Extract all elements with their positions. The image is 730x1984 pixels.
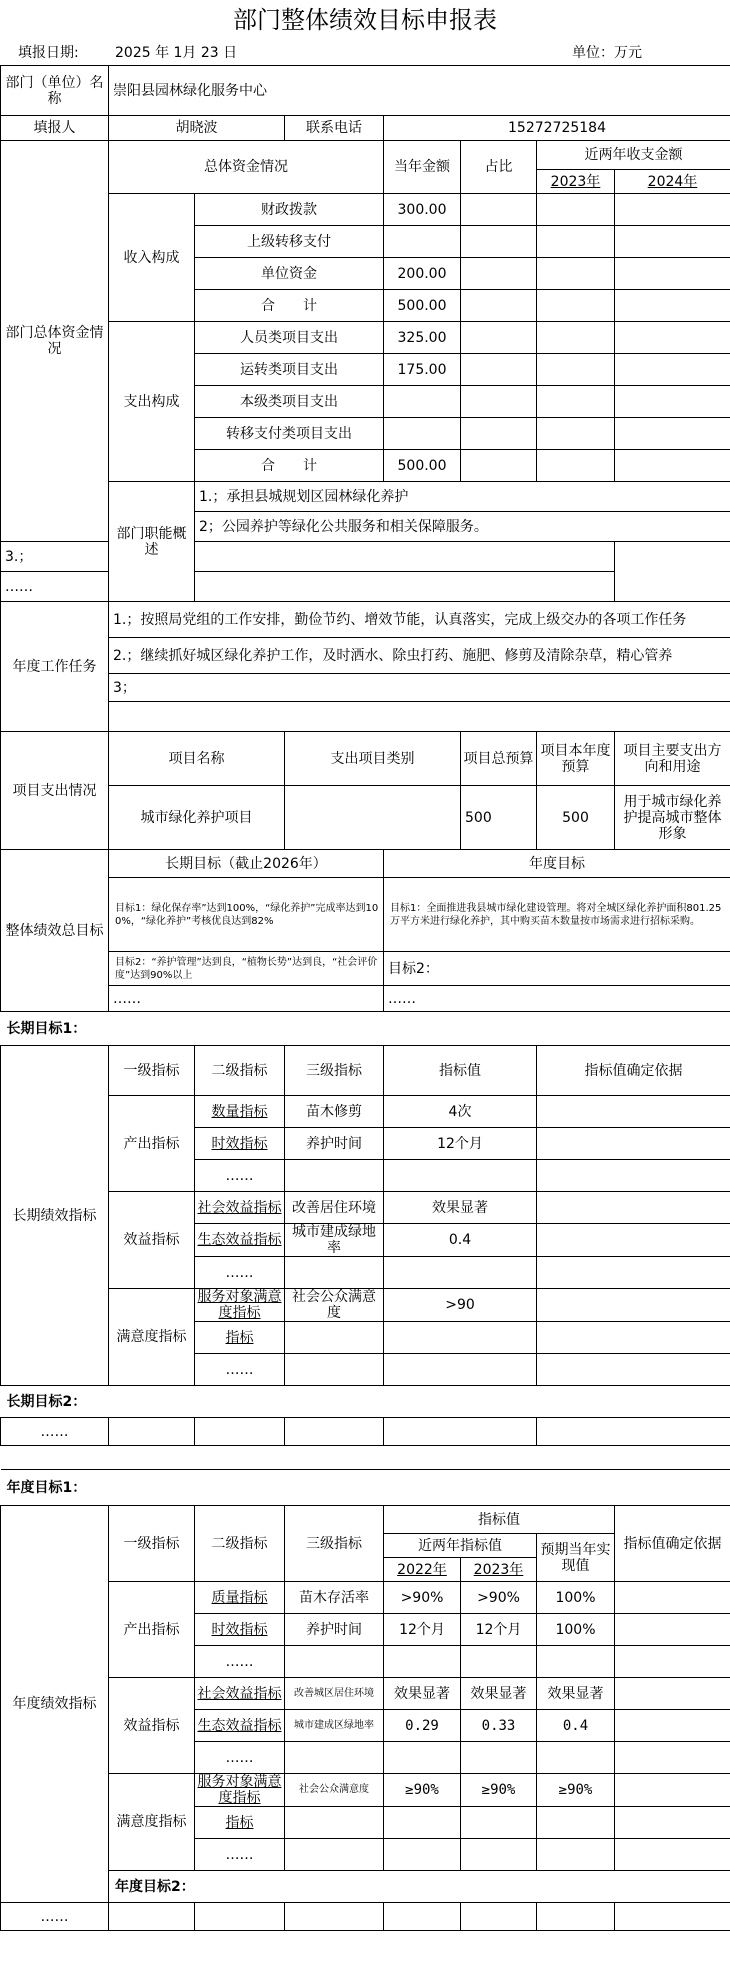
lp-more-row	[1, 1418, 730, 1446]
blank-cell	[537, 1418, 730, 1446]
annual-goal-1-label: 年度目标1：	[1, 1470, 730, 1506]
ap-value-expect: 100%	[537, 1582, 615, 1614]
lp-value: 4次	[384, 1096, 537, 1128]
duty-item: 1.；承担县城规划区园林绿化养护	[195, 482, 730, 512]
lp-level2: 数量指标	[195, 1096, 285, 1128]
expense-item: 合 计	[195, 450, 384, 482]
ap-value-y1	[384, 1839, 461, 1871]
lp-level3	[285, 1257, 384, 1289]
blank-cell	[615, 226, 730, 258]
lp-head-row	[1, 1046, 730, 1096]
blank-cell	[615, 450, 730, 482]
output-label: 产出指标	[109, 1096, 195, 1192]
lp-head4: 指标值	[384, 1046, 537, 1096]
income-item: 单位资金	[195, 258, 384, 290]
section-row	[1, 1871, 730, 1903]
blank-cell	[615, 194, 730, 226]
funds-label: 部门总体资金情况	[1, 141, 109, 542]
lp-head5: 指标值确定依据	[537, 1046, 730, 1096]
expense-amount: 500.00	[384, 450, 461, 482]
expense-amount: 175.00	[384, 354, 461, 386]
blank-cell	[615, 258, 730, 290]
proj-category	[285, 786, 461, 850]
duty-item: 2；公园养护等绿化公共服务和相关保障服务。	[195, 512, 730, 542]
ap-row	[1, 1582, 730, 1614]
blank-cell	[615, 354, 730, 386]
phone-value: 15272725184	[384, 116, 730, 141]
income-amount: 200.00	[384, 258, 461, 290]
ap-value-y1: ≥90%	[384, 1774, 461, 1807]
tasks-label: 年度工作任务	[1, 602, 109, 732]
duty-row	[1, 572, 730, 602]
blank-cell	[461, 194, 537, 226]
blank-cell	[537, 226, 615, 258]
lp-level3: 城市建成绿地率	[285, 1224, 384, 1257]
duty-item: 3.；	[1, 542, 615, 572]
ap-value-y2: ≥90%	[461, 1774, 537, 1807]
blank-cell	[461, 354, 537, 386]
funds-head-recent: 近两年收支金额	[537, 141, 730, 170]
proj-head-purpose: 项目主要支出方向和用途	[615, 732, 730, 786]
satisfaction-label: 满意度指标	[109, 1774, 195, 1871]
lp-level3	[285, 1160, 384, 1192]
funds-head-amount: 当年金额	[384, 141, 461, 194]
lp-level3: 改善居住环境	[285, 1192, 384, 1224]
ap-value-y2: 0.33	[461, 1710, 537, 1742]
lp-level2: 生态效益指标	[195, 1224, 285, 1257]
lp-basis	[537, 1160, 730, 1192]
goals-label: 整体绩效总目标	[1, 850, 109, 1012]
filler-name: 胡晓波	[109, 116, 285, 141]
ap-basis	[615, 1807, 730, 1839]
phone-label: 联系电话	[285, 116, 384, 141]
ap-head-row	[1, 1506, 730, 1534]
income-amount: 500.00	[384, 290, 461, 322]
ap-value-y2	[461, 1807, 537, 1839]
ap-head-recent: 近两年指标值	[384, 1534, 537, 1558]
ap-value-y1	[384, 1742, 461, 1774]
ap-basis	[615, 1774, 730, 1807]
annual-goal-more: ……	[1, 1903, 109, 1931]
expense-amount	[384, 418, 461, 450]
lp-basis	[537, 1354, 730, 1386]
report-table	[0, 65, 730, 1931]
ap-level3	[285, 1742, 384, 1774]
blank-cell	[461, 322, 537, 354]
section-row	[1, 1012, 730, 1046]
ap-head3: 三级指标	[285, 1506, 384, 1582]
lp-level3: 养护时间	[285, 1128, 384, 1160]
satisfaction-label: 满意度指标	[109, 1289, 195, 1386]
goal-long-more: ……	[109, 986, 384, 1012]
ap-value-expect	[537, 1646, 615, 1678]
proj-head-category: 支出项目类别	[285, 732, 461, 786]
blank-cell	[109, 1418, 195, 1446]
blank-cell	[195, 1903, 285, 1931]
goal-long-1: 目标1：绿化保存率”达到100%，“绿化养护”完成率达到100%，“绿化养护”考核优良达到82%	[109, 878, 384, 952]
date-label: 填报日期:	[18, 45, 79, 61]
lp-level2: 服务对象满意度指标	[195, 1289, 285, 1322]
blank-cell	[461, 418, 537, 450]
expense-item: 转移支付类项目支出	[195, 418, 384, 450]
blank-cell	[461, 226, 537, 258]
benefit-label: 效益指标	[109, 1192, 195, 1289]
duty-row	[1, 542, 730, 572]
goal-annual-more: ……	[384, 986, 730, 1012]
ap-more-row	[1, 1903, 730, 1931]
proj-year: 500	[537, 786, 615, 850]
ap-value-y1: 效果显著	[384, 1678, 461, 1710]
funds-year2: 2024年	[615, 170, 730, 194]
lp-value: 效果显著	[384, 1192, 537, 1224]
ap-level2: 社会效益指标	[195, 1678, 285, 1710]
ap-basis	[615, 1710, 730, 1742]
ap-value-expect: 效果显著	[537, 1678, 615, 1710]
income-amount: 300.00	[384, 194, 461, 226]
ap-value-expect	[537, 1742, 615, 1774]
ap-level3	[285, 1807, 384, 1839]
goal-annual-1: 目标1：全面推进我县城市绿化建设管理。将对全城区绿化养护面积801.25万平方米进行绿化养护，其中购买苗木数量按市场需求进行招标采购。	[384, 878, 730, 952]
section-row	[1, 1470, 730, 1506]
ap-year2: 2023年	[461, 1558, 537, 1582]
form-title: 部门整体绩效目标申报表	[233, 6, 497, 34]
lp-basis	[537, 1128, 730, 1160]
task-row	[1, 638, 730, 674]
project-row	[1, 786, 730, 850]
blank-cell	[461, 386, 537, 418]
blank-cell	[537, 290, 615, 322]
expense-item: 人员类项目支出	[195, 322, 384, 354]
ap-level3: 城市建成区绿地率	[285, 1710, 384, 1742]
ap-value-y2: >90%	[461, 1582, 537, 1614]
spacer-row	[1, 1446, 730, 1470]
unit-label: 单位：万元	[572, 45, 642, 61]
lp-level3	[285, 1354, 384, 1386]
blank-cell	[615, 386, 730, 418]
funds-head-overall: 总体资金情况	[109, 141, 384, 194]
long-perf-label: 长期绩效指标	[1, 1046, 109, 1386]
ap-value-expect: 100%	[537, 1614, 615, 1646]
ap-level3	[285, 1646, 384, 1678]
goals-head-row	[1, 850, 730, 878]
dept-label: 部门（单位）名称	[1, 66, 109, 116]
task-item: 2.；继续抓好城区绿化养护工作，及时洒水、除虫打药、施肥、修剪及清除杂草，精心管养	[109, 638, 730, 674]
ap-value-expect: 0.4	[537, 1710, 615, 1742]
ap-value-expect	[537, 1807, 615, 1839]
income-item: 上级转移支付	[195, 226, 384, 258]
goals-row	[1, 878, 730, 952]
lp-value	[384, 1322, 537, 1354]
ap-row	[1, 1678, 730, 1710]
ap-value-y1	[384, 1807, 461, 1839]
blank-cell	[384, 1903, 461, 1931]
section-row	[1, 1386, 730, 1418]
goal-long-2: 目标2：“养护管理”达到良，“植物长势”达到良，“社会评价度”达到90%以上	[109, 952, 384, 986]
lp-row	[1, 1096, 730, 1128]
income-item: 财政拨款	[195, 194, 384, 226]
proj-head-total: 项目总预算	[461, 732, 537, 786]
proj-head-name: 项目名称	[109, 732, 285, 786]
long-goal-more: ……	[1, 1418, 109, 1446]
lp-level3: 社会公众满意度	[285, 1289, 384, 1322]
ap-head-value: 指标值	[384, 1506, 615, 1534]
lp-value	[384, 1354, 537, 1386]
blank-cell	[285, 1903, 384, 1931]
lp-head2: 二级指标	[195, 1046, 285, 1096]
ap-head1: 一级指标	[109, 1506, 195, 1582]
lp-value	[384, 1257, 537, 1289]
blank-cell	[537, 418, 615, 450]
blank-cell	[285, 1418, 384, 1446]
goals-row	[1, 986, 730, 1012]
blank-cell	[615, 418, 730, 450]
lp-basis	[537, 1096, 730, 1128]
expense-item: 运转类项目支出	[195, 354, 384, 386]
ap-row	[1, 1774, 730, 1807]
expense-amount: 325.00	[384, 322, 461, 354]
funds-head-ratio: 占比	[461, 141, 537, 194]
goals-annual-head: 年度目标	[384, 850, 730, 878]
blank-cell	[615, 290, 730, 322]
goals-row	[1, 952, 730, 986]
lp-level2: 指标	[195, 1322, 285, 1354]
proj-name: 城市绿化养护项目	[109, 786, 285, 850]
proj-purpose: 用于城市绿化养护提高城市整体形象	[615, 786, 730, 850]
proj-head-year: 项目本年度预算	[537, 732, 615, 786]
proj-total: 500	[461, 786, 537, 850]
duty-row	[1, 482, 730, 512]
expense-label: 支出构成	[109, 322, 195, 482]
ap-value-y2	[461, 1646, 537, 1678]
ap-head-expect: 预期当年实现值	[537, 1534, 615, 1582]
ap-value-y1: 12个月	[384, 1614, 461, 1646]
goal-annual-2: 目标2：	[384, 952, 730, 986]
income-item: 合 计	[195, 290, 384, 322]
lp-basis	[537, 1192, 730, 1224]
ap-head-basis: 指标值确定依据	[615, 1506, 730, 1582]
lp-value: >90	[384, 1289, 537, 1322]
lp-basis	[537, 1257, 730, 1289]
lp-head1: 一级指标	[109, 1046, 195, 1096]
task-row	[1, 702, 730, 732]
ap-level3: 社会公众满意度	[285, 1774, 384, 1807]
ap-value-y1: 0.29	[384, 1710, 461, 1742]
lp-value: 0.4	[384, 1224, 537, 1257]
annual-goal-2-label: 年度目标2：	[109, 1871, 730, 1903]
filler-label: 填报人	[1, 116, 109, 141]
ap-value-y2: 效果显著	[461, 1678, 537, 1710]
lp-value	[384, 1160, 537, 1192]
ap-level2: 指标	[195, 1807, 285, 1839]
funds-head-row	[1, 141, 730, 170]
duties-label: 部门职能概述	[109, 482, 195, 602]
task-row	[1, 602, 730, 638]
lp-basis	[537, 1322, 730, 1354]
blank-cell	[461, 258, 537, 290]
expense-row	[1, 322, 730, 354]
dept-value: 崇阳县园林绿化服务中心	[109, 66, 730, 116]
blank-cell	[461, 450, 537, 482]
ap-level2: ……	[195, 1742, 285, 1774]
lp-level2: ……	[195, 1160, 285, 1192]
ap-level3: 养护时间	[285, 1614, 384, 1646]
expense-item: 本级类项目支出	[195, 386, 384, 418]
blank-cell	[537, 322, 615, 354]
spacer	[1, 1446, 730, 1470]
ap-value-y1	[384, 1646, 461, 1678]
ap-level2: 服务对象满意度指标	[195, 1774, 285, 1807]
blank-cell	[537, 386, 615, 418]
ap-basis	[615, 1614, 730, 1646]
ap-value-y2: 12个月	[461, 1614, 537, 1646]
lp-level3	[285, 1322, 384, 1354]
ap-basis	[615, 1646, 730, 1678]
lp-level2: ……	[195, 1354, 285, 1386]
ap-level2: 生态效益指标	[195, 1710, 285, 1742]
ap-basis	[615, 1742, 730, 1774]
long-goal-1-label: 长期目标1：	[1, 1012, 730, 1046]
ap-value-expect	[537, 1839, 615, 1871]
blank-cell	[615, 1903, 730, 1931]
blank-cell	[461, 1903, 537, 1931]
task-row	[1, 674, 730, 702]
lp-row	[1, 1192, 730, 1224]
task-item	[109, 702, 730, 732]
blank-cell	[537, 354, 615, 386]
ap-year1: 2022年	[384, 1558, 461, 1582]
ap-basis	[615, 1678, 730, 1710]
date-value: 2025 年 1月 23 日	[115, 45, 238, 61]
blank-cell	[461, 290, 537, 322]
blank-cell	[615, 322, 730, 354]
lp-basis	[537, 1289, 730, 1322]
blank-cell	[537, 258, 615, 290]
lp-level2: 社会效益指标	[195, 1192, 285, 1224]
duty-item: ……	[1, 572, 615, 602]
income-row	[1, 194, 730, 226]
ap-level3: 改善城区居住环境	[285, 1678, 384, 1710]
income-label: 收入构成	[109, 194, 195, 322]
income-amount	[384, 226, 461, 258]
ap-basis	[615, 1582, 730, 1614]
lp-level2: ……	[195, 1257, 285, 1289]
ap-level2: ……	[195, 1839, 285, 1871]
lp-value: 12个月	[384, 1128, 537, 1160]
blank-cell	[109, 1903, 195, 1931]
filler-row	[1, 116, 730, 141]
ap-level2: 质量指标	[195, 1582, 285, 1614]
expense-amount	[384, 386, 461, 418]
lp-level2: 时效指标	[195, 1128, 285, 1160]
lp-basis	[537, 1224, 730, 1257]
task-item: 3；	[109, 674, 730, 702]
output-label: 产出指标	[109, 1582, 195, 1678]
ap-value-y2	[461, 1742, 537, 1774]
blank-cell	[537, 450, 615, 482]
blank-cell	[537, 194, 615, 226]
long-goal-2-label: 长期目标2：	[1, 1386, 730, 1418]
projects-label: 项目支出情况	[1, 732, 109, 850]
lp-row	[1, 1289, 730, 1322]
ap-value-y1: >90%	[384, 1582, 461, 1614]
dept-row	[1, 66, 730, 116]
ap-head2: 二级指标	[195, 1506, 285, 1582]
task-item: 1.；按照局党组的工作安排，勤俭节约、增效节能，认真落实，完成上级交办的各项工作任务	[109, 602, 730, 638]
blank-cell	[195, 1418, 285, 1446]
ap-level2: ……	[195, 1646, 285, 1678]
lp-level3: 苗木修剪	[285, 1096, 384, 1128]
annual-perf-label: 年度绩效指标	[1, 1506, 109, 1903]
goals-long-head: 长期目标（截止2026年）	[109, 850, 384, 878]
blank-cell	[537, 1903, 615, 1931]
lp-head3: 三级指标	[285, 1046, 384, 1096]
ap-value-expect: ≥90%	[537, 1774, 615, 1807]
ap-basis	[615, 1839, 730, 1871]
benefit-label: 效益指标	[109, 1678, 195, 1774]
funds-year1: 2023年	[537, 170, 615, 194]
ap-level2: 时效指标	[195, 1614, 285, 1646]
blank-cell	[384, 1418, 537, 1446]
ap-level3: 苗木存活率	[285, 1582, 384, 1614]
ap-level3	[285, 1839, 384, 1871]
ap-value-y2	[461, 1839, 537, 1871]
project-head-row	[1, 732, 730, 786]
